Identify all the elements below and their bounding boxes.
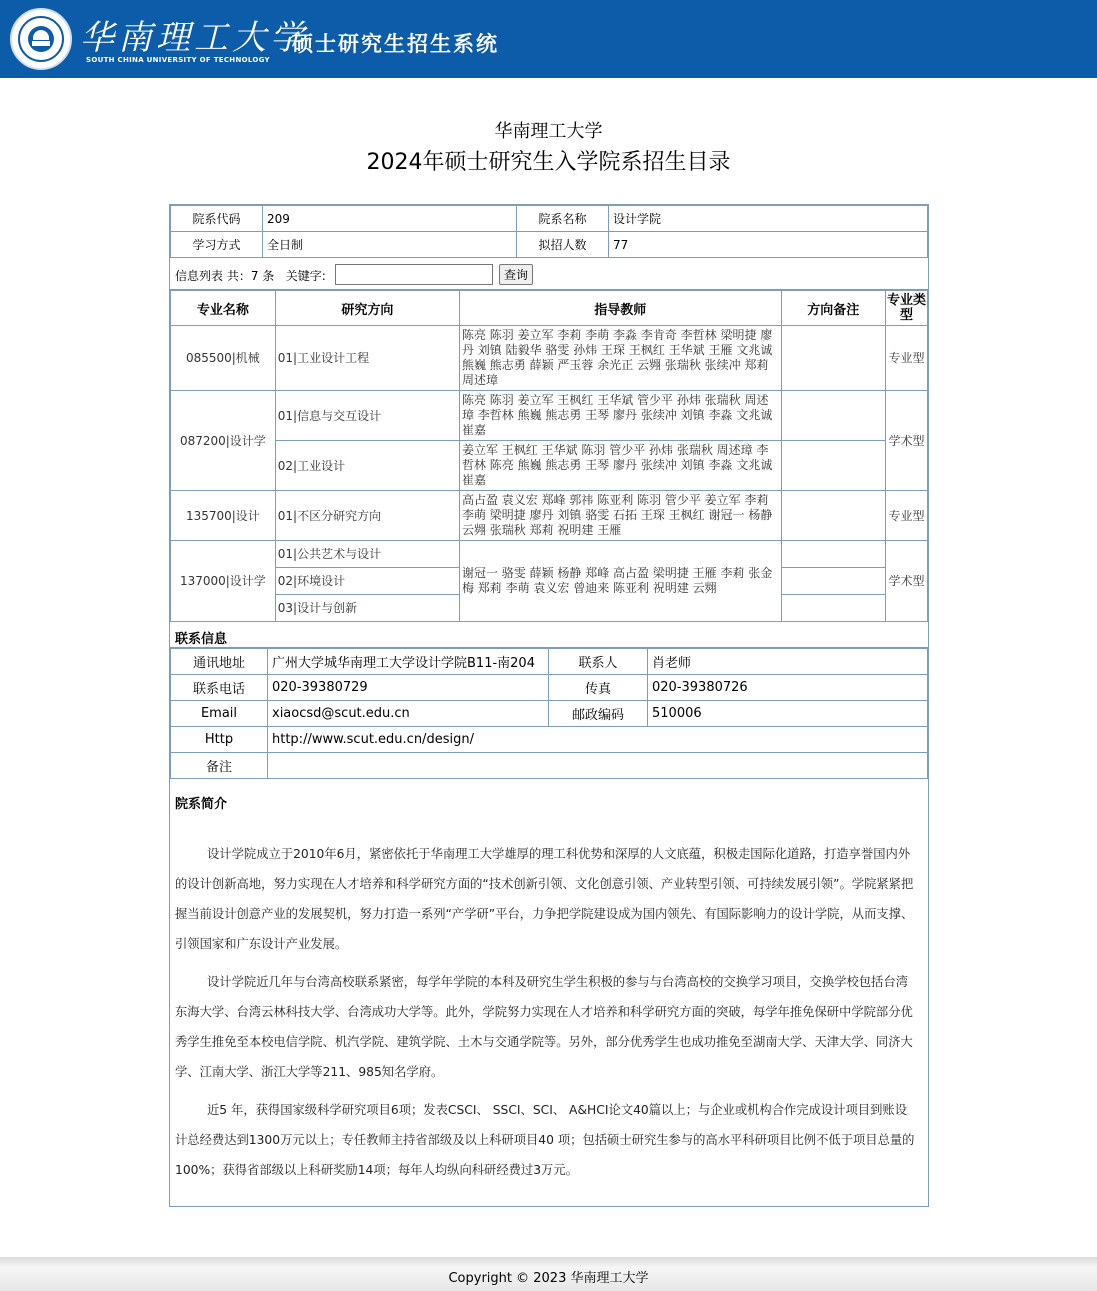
quota-value: 77 [609,232,928,258]
intro-paragraph: 近5 年，获得国家级科学研究项目6项；发表CSCI、 SSCI、SCI、 A&HCI论文40篇以上；与企业或机构合作完成设计项目到账设计总经费达到1300万元以上；专任教师主持省部级及以上科研项目40 项；包括硕士研究生参与的高水平科研项目比例不低于项目总量的100%；获得省部级以上科研奖励14项；每年人均纵向科研经费过3万元。 [175,1103,915,1177]
col-major: 专业名称 [171,291,276,326]
seal-base [32,41,50,46]
keyword-input[interactable] [335,264,493,285]
note-cell [781,541,886,568]
teachers-cell: 谢冠一 骆雯 薛颖 杨静 郑峰 高占盈 梁明捷 王雁 李莉 张金梅 郑莉 李萌 袁义宏 曾迪来 陈亚利 祝明建 云翙 [459,541,781,622]
university-seal-icon[interactable] [10,8,72,70]
direction-cell: 01|工业设计工程 [275,326,459,391]
dept-info-table [170,205,928,258]
type-cell: 专业型 [886,491,928,541]
intro-section-title: 院系简介 [175,797,228,812]
address-label: 通讯地址 [171,649,268,675]
col-note: 方向备注 [781,291,886,326]
major-cell: 135700|设计 [171,491,276,541]
major-cell: 085500|机械 [171,326,276,391]
search-bar [170,258,928,290]
page-title: 2024年硕士研究生入学院系招生目录 [366,150,731,175]
direction-cell: 01|公共艺术与设计 [275,541,459,568]
dept-introduction [170,819,928,1185]
major-cell: 137000|设计学 [171,541,276,622]
col-type: 专业类型 [886,291,928,326]
school-name: 华南理工大学 [494,121,603,142]
note-cell [781,391,886,441]
dept-name-label: 院系名称 [517,206,609,232]
direction-cell: 01|不区分研究方向 [275,491,459,541]
type-cell: 学术型 [886,391,928,491]
teachers-cell: 姜立军 王枫红 王华斌 陈羽 管少平 孙炜 张瑞秋 周述璋 李哲林 陈亮 熊巍 熊志勇 王琴 廖丹 张续冲 刘镇 李淼 文兆诚 崔嘉 [459,441,781,491]
col-direction: 研究方向 [275,291,459,326]
dept-name-value: 设计学院 [609,206,928,232]
zip-label: 邮政编码 [549,701,648,727]
copyright-text: Copyright © 2023 华南理工大学 [448,1271,649,1286]
note-cell [781,326,886,391]
zip-value: 510006 [648,701,928,727]
remark-value [268,753,928,779]
table-row [171,541,928,568]
contact-person-label: 联系人 [549,649,648,675]
phone-value: 020-39380729 [268,675,549,701]
direction-cell: 03|设计与创新 [275,595,459,622]
type-cell: 专业型 [886,326,928,391]
page-footer [0,1257,1097,1291]
table-row [171,491,928,541]
dept-code-label: 院系代码 [171,206,263,232]
direction-cell: 02|工业设计 [275,441,459,491]
note-cell [781,568,886,595]
university-logo-text[interactable]: 华南理工大学 [80,18,308,58]
record-count: 信息列表 共：7 条 [175,269,275,283]
direction-cell: 02|环境设计 [275,568,459,595]
catalog-panel [169,204,929,1207]
teachers-cell: 陈亮 陈羽 姜立军 王枫红 王华斌 管少平 孙炜 张瑞秋 周述璋 李哲林 熊巍 熊志勇 王琴 廖丹 张续冲 刘镇 李淼 文兆诚 崔嘉 [459,391,781,441]
major-cell: 087200|设计学 [171,391,276,491]
site-header [0,0,1097,78]
teachers-cell: 高占盈 袁义宏 郑峰 郭祎 陈亚利 陈羽 管少平 姜立军 李莉 李萌 梁明捷 廖丹 刘镇 骆雯 石拓 王琛 王枫红 谢冠一 杨静 云翙 张瑞秋 郑莉 祝明建 王雁 [459,491,781,541]
study-mode-label: 学习方式 [171,232,263,258]
study-mode-value: 全日制 [263,232,517,258]
teachers-cell: 陈亮 陈羽 姜立军 李莉 李萌 李淼 李肯奇 李哲林 梁明捷 廖丹 刘镇 陆毅华 骆雯 孙炜 王琛 王枫红 王华斌 王雁 文兆诚 熊巍 熊志勇 薛颖 严玉蓉 余光正 云翙 张瑞秋 张续冲 郑莉 周述璋 [459,326,781,391]
remark-label: 备注 [171,753,268,779]
intro-paragraph: 设计学院近几年与台湾高校联系紧密，每学年学院的本科及研究生学生积极的参与与台湾高校的交换学习项目，交换学校包括台湾东海大学、台湾云林科技大学、台湾成功大学等。此外，学院努力实现在人才培养和科学研究方面的突破，每学年推免保研中学院部分优秀学生推免至本校电信学院、机汽学院、建筑学院、土木与交通学院等。另外，部分优秀学生也成功推免至湖南大学、天津大学、同济大学、江南大学、浙江大学等211、985知名学府。 [175,975,913,1079]
seal-dome [33,30,49,40]
contact-person-value: 肖老师 [648,649,928,675]
catalog-table [170,290,928,622]
dept-code-value: 209 [263,206,517,232]
contact-table [170,648,928,779]
intro-paragraph: 设计学院成立于2010年6月，紧密依托于华南理工大学雄厚的理工科优势和深厚的人文底蕴，积极走国际化道路，打造享誉国内外的设计创新高地，努力实现在人才培养和科学研究方面的“技术创新引领、文化创意引领、产业转型引领、可持续发展引领”。学院紧紧把握当前设计创意产业的发展契机，努力打造一系列“产学研”平台，力争把学院建设成为国内领先、有国际影响力的设计学院，从而支撑、引领国家和广东设计产业发展。 [175,847,914,951]
direction-cell: 01|信息与交互设计 [275,391,459,441]
phone-label: 联系电话 [171,675,268,701]
search-button[interactable]: 查询 [499,264,533,285]
note-cell [781,595,886,622]
table-row [171,441,928,491]
search-info [175,267,326,284]
contact-section-title: 联系信息 [170,622,928,648]
email-label: Email [171,701,268,727]
table-row [171,326,928,391]
type-cell: 学术型 [886,541,928,622]
fax-label: 传真 [549,675,648,701]
quota-label: 拟招人数 [517,232,609,258]
http-label: Http [171,727,268,753]
http-link[interactable]: http://www.scut.edu.cn/design/ [268,727,928,753]
address-value: 广州大学城华南理工大学设计学院B11-南204 [268,649,549,675]
col-teachers: 指导教师 [459,291,781,326]
keyword-label: 关键字: [285,269,326,283]
table-row [171,391,928,441]
university-logo-en: SOUTH CHINA UNIVERSITY OF TECHNOLOGY [86,56,270,64]
system-title: 硕士研究生招生系统 [292,32,499,56]
note-cell [781,491,886,541]
email-value: xiaocsd@scut.edu.cn [268,701,549,727]
fax-value: 020-39380726 [648,675,928,701]
note-cell [781,441,886,491]
